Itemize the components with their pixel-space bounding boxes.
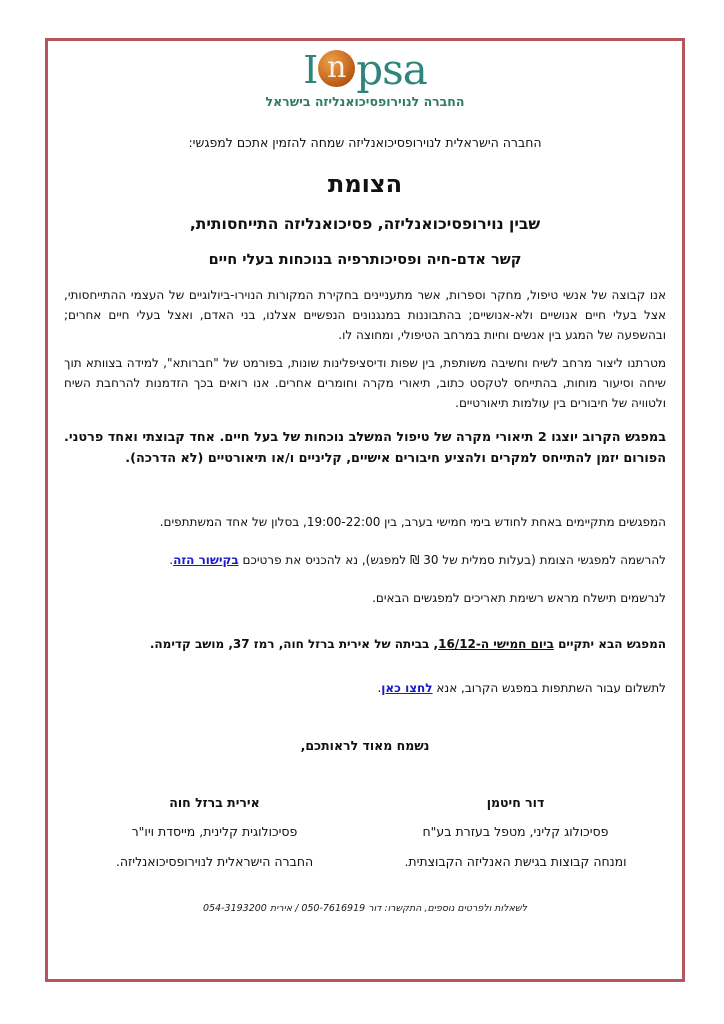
signer-role-2: החברה הישראלית לנוירופסיכואנליזה. — [115, 853, 314, 869]
registration-period: . — [169, 553, 174, 568]
about-paragraph: אנו קבוצה של אנשי טיפול, מחקר וספרות, אשר מתעניינים בחקירת המקורות הנוירו-ביולוגיים של העצמי ההתייחסותי, אצל בעלי חיים אנושיים ולא-אנושיים; בהתבוננות במנגנונים הנפשיים אצלנו, בני האדם, ואצל בעלי חיים אחרים; ובהשפעה של המגע בין אנשים וחיות במרחב הטיפולי, ומחוצה לו. — [64, 288, 666, 342]
payment-link[interactable]: לחצו כאן — [381, 680, 433, 695]
signer-name: אירית ברזל חוה — [169, 794, 260, 810]
signature-dor-hitman — [365, 795, 666, 869]
goal-paragraph: מטרתנו ליצור מרחב לשיח וחשיבה משותפת, בין שפות ודיסציפלינות שונות, בפורמט של "חברותא", למידה בצוותא תוך שיחה וסיעור מוחות, בהתייחס לטקסט כתוב, תיאורי מקרה וחומרים אחרים. אנו רואים בכך הזדמנות להרחבת השיח ולטוויה של חיבורים בין עולמות תיאורטיים. — [64, 356, 666, 410]
invitation-intro: החברה הישראלית לנוירופסיכואנליזה שמחה להזמין אתכם למפגשי: — [188, 135, 542, 150]
schedule-line: המפגשים מתקיימים באחת לחודש בימי חמישי בערב, בין 19:00-22:00, בסלון של אחד המשתתפים. — [159, 515, 666, 529]
page-title: הצומת — [327, 170, 403, 198]
payment-period: . — [377, 680, 382, 695]
contact-footer: לשאלות ולפרטים נוספים, התקשרו: דור 050-7616919 / אירית 054-3193200 — [202, 902, 528, 914]
next-meeting-description: במפגש הקרוב יוצגו 2 תיאורי מקרה של טיפול המשלב נוכחות של בעל חיים. אחד קבוצתי ואחד פרטני. הפורום יזמן להתייחס למקרים ולהציע חיבורים אישיים, קליניים ו/או תיאורטיים (לא הדרכה). — [64, 429, 666, 466]
payment-text: לתשלום עבור השתתפות במפגש הקרוב, אנא — [432, 680, 666, 695]
page-border-frame — [45, 38, 685, 982]
subtitle-line-1: שבין נוירופסיכואנליזה, פסיכואנליזה התייחסותית, — [189, 215, 541, 233]
next-meeting-date: ביום חמישי ה-16/12 — [438, 636, 554, 651]
logo — [64, 45, 666, 94]
signer-role-1: פסיכולוג קליני, מטפל בעזרת בע"ח — [422, 823, 609, 839]
closing-line: נשמח מאוד לראותכם, — [300, 737, 430, 753]
dates-note-line: לנרשמים תישלח מראש רשימת תאריכים למפגשים הבאים. — [372, 591, 666, 606]
document-content — [48, 45, 682, 987]
next-meeting-line — [64, 635, 666, 654]
signatures — [64, 795, 666, 869]
inpsa-wordmark — [303, 45, 427, 94]
signer-role-2: ומנחה קבוצות בגישת האנליזה הקבוצתית. — [404, 853, 627, 869]
signature-irit-barzel-hava — [64, 795, 365, 869]
registration-link[interactable]: בקישור הזה — [173, 553, 239, 568]
registration-line — [64, 551, 666, 570]
next-meeting-prefix: המפגש הבא יתקיים — [553, 636, 666, 651]
logo-tagline: החברה לנוירופסיכואנליזה בישראל — [265, 94, 465, 109]
logo-letter-n: n — [327, 50, 347, 85]
logo-letters-psa: psa — [356, 45, 427, 94]
signer-name: דור חיטמן — [486, 794, 545, 810]
subtitle-line-2: קשר אדם-חיה ופסיכותרפיה בנוכחות בעלי חיים — [208, 252, 522, 268]
next-meeting-location: , בביתה של אירית ברזל חוה, רמז 37, מושב קדימה. — [149, 636, 439, 651]
registration-text: להרשמה למפגשי הצומת (בעלות סמלית של 30 ₪ למפגש), נא להכניס את פרטיכם — [238, 553, 666, 568]
logo-letter-i: I — [303, 48, 318, 92]
signer-role-1: פסיכולוגית קלינית, מייסדת ויו"ר — [131, 823, 298, 839]
orange-sphere-icon — [318, 50, 355, 87]
payment-line — [64, 679, 666, 698]
